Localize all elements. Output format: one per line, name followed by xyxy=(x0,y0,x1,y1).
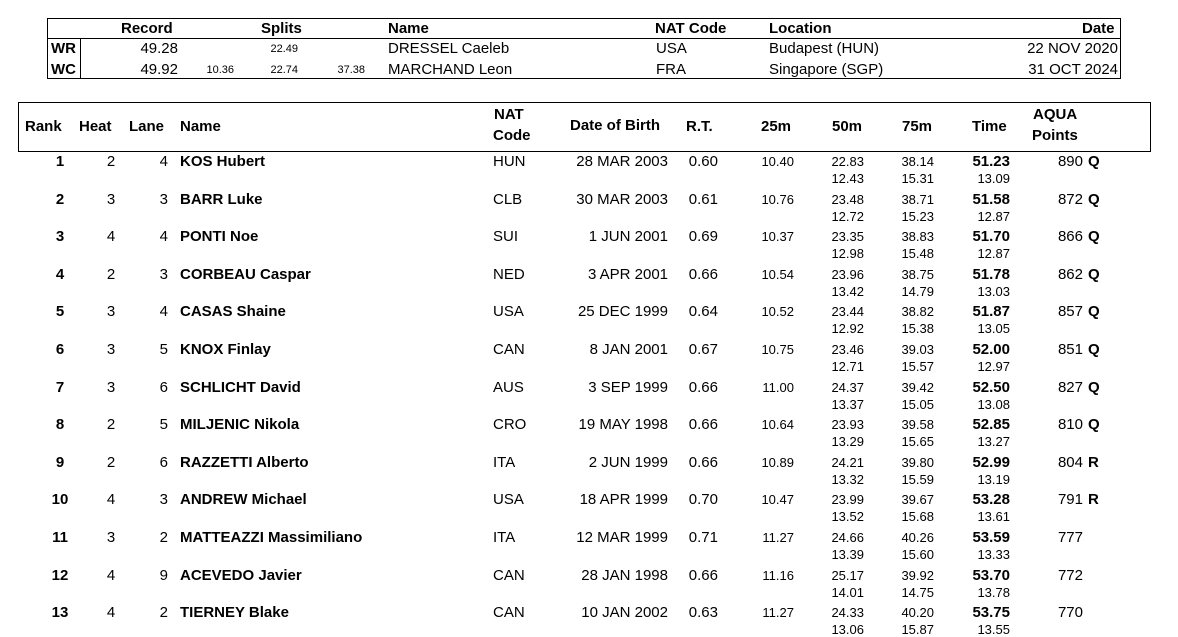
split-75m: 39.42 xyxy=(901,380,934,395)
heat: 2 xyxy=(106,416,116,433)
date-of-birth: 18 APR 1999 xyxy=(579,491,668,508)
col-header-aqua-line2: Points xyxy=(1032,127,1078,144)
lap-75m: 15.60 xyxy=(901,547,934,562)
lap-100m: 13.33 xyxy=(977,547,1010,562)
lap-50m: 12.71 xyxy=(831,359,864,374)
rank: 13 xyxy=(51,604,69,621)
lap-50m: 12.43 xyxy=(831,171,864,186)
nat-code: ITA xyxy=(493,454,516,471)
date-of-birth: 10 JAN 2002 xyxy=(581,604,668,621)
split-50m: 25.17 xyxy=(831,568,864,583)
date-of-birth: 25 DEC 1999 xyxy=(577,303,668,320)
lane: 6 xyxy=(159,379,168,396)
col-header-25m: 25m xyxy=(761,118,792,135)
split-75m: 40.20 xyxy=(901,605,934,620)
record-split2-wr: 22.49 xyxy=(270,43,298,55)
lane: 5 xyxy=(159,341,168,358)
heat: 2 xyxy=(106,153,116,170)
final-time: 53.28 xyxy=(972,491,1010,508)
date-of-birth: 28 JAN 1998 xyxy=(581,567,668,584)
rank: 5 xyxy=(55,303,65,320)
qualification-mark: Q xyxy=(1088,303,1100,320)
split-50m: 24.37 xyxy=(831,380,864,395)
record-name-wc: MARCHAND Leon xyxy=(388,61,513,78)
reaction-time: 0.66 xyxy=(688,454,718,471)
final-time: 51.70 xyxy=(972,228,1010,245)
split-25m: 11.00 xyxy=(762,380,794,395)
lap-75m: 14.75 xyxy=(901,585,934,600)
date-of-birth: 19 MAY 1998 xyxy=(578,416,668,433)
nat-code: CAN xyxy=(493,567,525,584)
split-25m: 10.37 xyxy=(761,229,794,244)
split-25m: 10.89 xyxy=(761,455,794,470)
lap-100m: 13.03 xyxy=(977,284,1010,299)
nat-code: CRO xyxy=(493,416,527,433)
athlete-name: ANDREW Michael xyxy=(180,491,307,508)
lap-50m: 13.42 xyxy=(831,284,864,299)
split-75m: 39.80 xyxy=(901,455,934,470)
record-label-wc: WC xyxy=(51,61,76,78)
records-header-record: Record xyxy=(121,20,173,37)
lap-50m: 13.32 xyxy=(831,472,864,487)
records-header-location: Location xyxy=(769,20,832,37)
date-of-birth: 28 MAR 2003 xyxy=(576,153,668,170)
rank: 12 xyxy=(51,567,69,584)
final-time: 51.87 xyxy=(972,303,1010,320)
qualification-mark: R xyxy=(1088,491,1099,508)
lap-100m: 13.05 xyxy=(977,321,1010,336)
split-50m: 24.21 xyxy=(831,455,864,470)
aqua-points: 890 xyxy=(1057,153,1083,170)
aqua-points: 791 xyxy=(1057,491,1083,508)
lap-50m: 13.29 xyxy=(831,434,864,449)
aqua-points: 872 xyxy=(1057,191,1083,208)
split-50m: 23.46 xyxy=(831,342,864,357)
col-header-dob: Date of Birth xyxy=(570,117,660,134)
aqua-points: 770 xyxy=(1057,604,1083,621)
final-time: 53.70 xyxy=(972,567,1010,584)
col-header-rank: Rank xyxy=(25,118,62,135)
lap-75m: 15.05 xyxy=(901,397,934,412)
heat: 4 xyxy=(106,567,116,584)
final-time: 52.00 xyxy=(972,341,1010,358)
rank: 1 xyxy=(55,153,65,170)
rank: 8 xyxy=(55,416,65,433)
aqua-points: 810 xyxy=(1057,416,1083,433)
reaction-time: 0.66 xyxy=(688,266,718,283)
athlete-name: BARR Luke xyxy=(180,191,263,208)
date-of-birth: 3 SEP 1999 xyxy=(588,379,668,396)
qualification-mark: Q xyxy=(1088,379,1100,396)
rank: 2 xyxy=(55,191,65,208)
athlete-name: KOS Hubert xyxy=(180,153,266,170)
final-time: 52.85 xyxy=(972,416,1010,433)
lap-75m: 15.57 xyxy=(901,359,934,374)
col-header-heat: Heat xyxy=(79,118,112,135)
record-nat-wr: USA xyxy=(656,40,687,57)
record-time-wr: 49.28 xyxy=(140,40,178,57)
athlete-name: RAZZETTI Alberto xyxy=(180,454,309,471)
athlete-name: CASAS Shaine xyxy=(180,303,286,320)
reaction-time: 0.69 xyxy=(688,228,718,245)
rank: 7 xyxy=(55,379,65,396)
lap-75m: 15.59 xyxy=(901,472,934,487)
split-75m: 39.67 xyxy=(901,492,934,507)
nat-code: NED xyxy=(493,266,525,283)
aqua-points: 866 xyxy=(1057,228,1083,245)
split-50m: 23.35 xyxy=(831,229,864,244)
lap-50m: 14.01 xyxy=(831,585,864,600)
lane: 4 xyxy=(159,153,168,170)
final-time: 53.75 xyxy=(972,604,1010,621)
records-header-name: Name xyxy=(388,20,429,37)
nat-code: USA xyxy=(493,303,524,320)
aqua-points: 857 xyxy=(1057,303,1083,320)
athlete-name: SCHLICHT David xyxy=(180,379,301,396)
record-split2-wc: 22.74 xyxy=(270,64,298,76)
split-50m: 23.99 xyxy=(831,492,864,507)
nat-code: HUN xyxy=(493,153,526,170)
date-of-birth: 2 JUN 1999 xyxy=(588,454,668,471)
rank: 3 xyxy=(55,228,65,245)
lap-100m: 13.19 xyxy=(977,472,1010,487)
lap-75m: 15.48 xyxy=(901,246,934,261)
reaction-time: 0.70 xyxy=(688,491,718,508)
lap-50m: 12.72 xyxy=(831,209,864,224)
qualification-mark: Q xyxy=(1088,341,1100,358)
record-date-wc: 31 OCT 2024 xyxy=(1028,61,1118,78)
lane: 5 xyxy=(159,416,168,433)
split-25m: 10.75 xyxy=(761,342,794,357)
nat-code: CLB xyxy=(493,191,523,208)
lap-50m: 13.37 xyxy=(831,397,864,412)
record-time-wc: 49.92 xyxy=(140,61,178,78)
rank: 9 xyxy=(55,454,65,471)
date-of-birth: 30 MAR 2003 xyxy=(576,191,668,208)
lap-100m: 13.08 xyxy=(977,397,1010,412)
heat: 2 xyxy=(106,266,116,283)
lap-75m: 14.79 xyxy=(901,284,934,299)
qualification-mark: R xyxy=(1088,454,1099,471)
athlete-name: MATTEAZZI Massimiliano xyxy=(180,529,363,546)
col-header-time: Time xyxy=(972,118,1007,135)
reaction-time: 0.67 xyxy=(688,341,718,358)
lap-75m: 15.31 xyxy=(901,171,934,186)
split-75m: 38.14 xyxy=(901,154,934,169)
rank: 11 xyxy=(52,529,68,546)
lap-75m: 15.38 xyxy=(901,321,934,336)
lane: 9 xyxy=(159,567,168,584)
col-header-lane: Lane xyxy=(129,118,165,135)
col-header-rt: R.T. xyxy=(686,118,713,135)
col-header-50m: 50m xyxy=(832,118,863,135)
heat: 3 xyxy=(106,191,116,208)
split-75m: 39.58 xyxy=(901,417,934,432)
lap-75m: 15.65 xyxy=(901,434,934,449)
split-25m: 10.52 xyxy=(761,304,794,319)
split-75m: 39.03 xyxy=(901,342,934,357)
athlete-name: PONTI Noe xyxy=(180,228,259,245)
heat: 2 xyxy=(106,454,116,471)
records-label-divider xyxy=(80,38,81,79)
reaction-time: 0.71 xyxy=(688,529,718,546)
aqua-points: 862 xyxy=(1057,266,1083,283)
col-header-aqua-line1: AQUA xyxy=(1033,106,1078,123)
aqua-points: 804 xyxy=(1057,454,1083,471)
final-time: 51.78 xyxy=(972,266,1010,283)
qualification-mark: Q xyxy=(1088,266,1100,283)
heat: 4 xyxy=(106,228,116,245)
split-75m: 38.82 xyxy=(901,304,934,319)
reaction-time: 0.63 xyxy=(688,604,718,621)
final-time: 52.50 xyxy=(972,379,1010,396)
rank: 4 xyxy=(55,266,65,283)
split-50m: 23.96 xyxy=(831,267,864,282)
aqua-points: 827 xyxy=(1057,379,1083,396)
col-header-nat-line1: NAT xyxy=(494,106,524,123)
records-header-splits: Splits xyxy=(261,20,302,37)
qualification-mark: Q xyxy=(1088,191,1100,208)
lap-50m: 13.52 xyxy=(831,509,864,524)
final-time: 51.58 xyxy=(972,191,1010,208)
col-header-nat-line2: Code xyxy=(493,127,531,144)
reaction-time: 0.60 xyxy=(688,153,718,170)
lane: 4 xyxy=(159,228,168,245)
lap-50m: 12.98 xyxy=(831,246,864,261)
date-of-birth: 8 JAN 2001 xyxy=(589,341,668,358)
lane: 3 xyxy=(159,491,168,508)
athlete-name: CORBEAU Caspar xyxy=(180,266,311,283)
nat-code: SUI xyxy=(493,228,519,245)
lane: 4 xyxy=(159,303,168,320)
date-of-birth: 1 JUN 2001 xyxy=(588,228,668,245)
heat: 3 xyxy=(106,379,116,396)
split-25m: 11.27 xyxy=(762,530,794,545)
lap-100m: 13.78 xyxy=(977,585,1010,600)
nat-code: CAN xyxy=(493,341,525,358)
split-25m: 10.40 xyxy=(761,154,794,169)
lap-100m: 12.87 xyxy=(977,246,1010,261)
split-75m: 38.75 xyxy=(901,267,934,282)
split-25m: 11.16 xyxy=(762,568,794,583)
record-date-wr: 22 NOV 2020 xyxy=(1027,40,1118,57)
reaction-time: 0.61 xyxy=(688,191,718,208)
lap-100m: 12.97 xyxy=(977,359,1010,374)
split-50m: 24.66 xyxy=(831,530,864,545)
final-time: 52.99 xyxy=(972,454,1010,471)
split-50m: 23.93 xyxy=(831,417,864,432)
split-75m: 39.92 xyxy=(901,568,934,583)
record-location-wr: Budapest (HUN) xyxy=(769,40,880,57)
qualification-mark: Q xyxy=(1088,416,1100,433)
heat: 3 xyxy=(106,303,116,320)
split-25m: 10.54 xyxy=(761,267,794,282)
final-time: 53.59 xyxy=(972,529,1010,546)
col-header-name: Name xyxy=(180,118,221,135)
qualification-mark: Q xyxy=(1088,228,1100,245)
record-split3-wc: 37.38 xyxy=(337,64,365,76)
split-75m: 38.71 xyxy=(901,192,934,207)
reaction-time: 0.64 xyxy=(688,303,718,320)
col-header-75m: 75m xyxy=(902,118,933,135)
aqua-points: 851 xyxy=(1057,341,1083,358)
lap-50m: 13.06 xyxy=(831,622,864,637)
lap-100m: 12.87 xyxy=(977,209,1010,224)
heat: 3 xyxy=(106,529,116,546)
records-header-divider xyxy=(47,38,1121,39)
nat-code: ITA xyxy=(493,529,516,546)
athlete-name: ACEVEDO Javier xyxy=(180,567,302,584)
lap-75m: 15.87 xyxy=(901,622,934,637)
record-split1-wc: 10.36 xyxy=(206,64,234,76)
lap-75m: 15.23 xyxy=(901,209,934,224)
aqua-points: 772 xyxy=(1057,567,1083,584)
aqua-points: 777 xyxy=(1057,529,1083,546)
final-time: 51.23 xyxy=(972,153,1010,170)
rank: 10 xyxy=(51,491,69,508)
reaction-time: 0.66 xyxy=(688,567,718,584)
split-50m: 24.33 xyxy=(831,605,864,620)
split-50m: 22.83 xyxy=(831,154,864,169)
lap-100m: 13.27 xyxy=(977,434,1010,449)
rank: 6 xyxy=(55,341,65,358)
qualification-mark: Q xyxy=(1088,153,1100,170)
lap-50m: 12.92 xyxy=(831,321,864,336)
athlete-name: KNOX Finlay xyxy=(180,341,271,358)
lap-100m: 13.09 xyxy=(977,171,1010,186)
split-25m: 10.76 xyxy=(761,192,794,207)
split-25m: 11.27 xyxy=(762,605,794,620)
records-header-date: Date xyxy=(1082,20,1115,37)
lane: 6 xyxy=(159,454,168,471)
nat-code: CAN xyxy=(493,604,525,621)
lap-50m: 13.39 xyxy=(831,547,864,562)
athlete-name: TIERNEY Blake xyxy=(180,604,289,621)
date-of-birth: 3 APR 2001 xyxy=(587,266,668,283)
split-25m: 10.64 xyxy=(761,417,794,432)
reaction-time: 0.66 xyxy=(688,416,718,433)
lap-75m: 15.68 xyxy=(901,509,934,524)
record-nat-wc: FRA xyxy=(656,61,686,78)
lane: 2 xyxy=(159,529,168,546)
heat: 4 xyxy=(106,604,116,621)
lane: 2 xyxy=(159,604,168,621)
split-75m: 38.83 xyxy=(901,229,934,244)
record-location-wc: Singapore (SGP) xyxy=(769,61,884,78)
heat: 3 xyxy=(106,341,116,358)
record-name-wr: DRESSEL Caeleb xyxy=(388,40,510,57)
lane: 3 xyxy=(159,191,168,208)
split-50m: 23.44 xyxy=(831,304,864,319)
heat: 4 xyxy=(106,491,116,508)
athlete-name: MILJENIC Nikola xyxy=(180,416,300,433)
split-25m: 10.47 xyxy=(761,492,794,507)
nat-code: USA xyxy=(493,491,524,508)
lane: 3 xyxy=(159,266,168,283)
split-50m: 23.48 xyxy=(831,192,864,207)
split-75m: 40.26 xyxy=(901,530,934,545)
reaction-time: 0.66 xyxy=(688,379,718,396)
lap-100m: 13.61 xyxy=(977,509,1010,524)
record-label-wr: WR xyxy=(51,40,76,57)
nat-code: AUS xyxy=(493,379,524,396)
date-of-birth: 12 MAR 1999 xyxy=(576,529,668,546)
lap-100m: 13.55 xyxy=(977,622,1010,637)
records-header-nat: NAT Code xyxy=(655,20,727,37)
